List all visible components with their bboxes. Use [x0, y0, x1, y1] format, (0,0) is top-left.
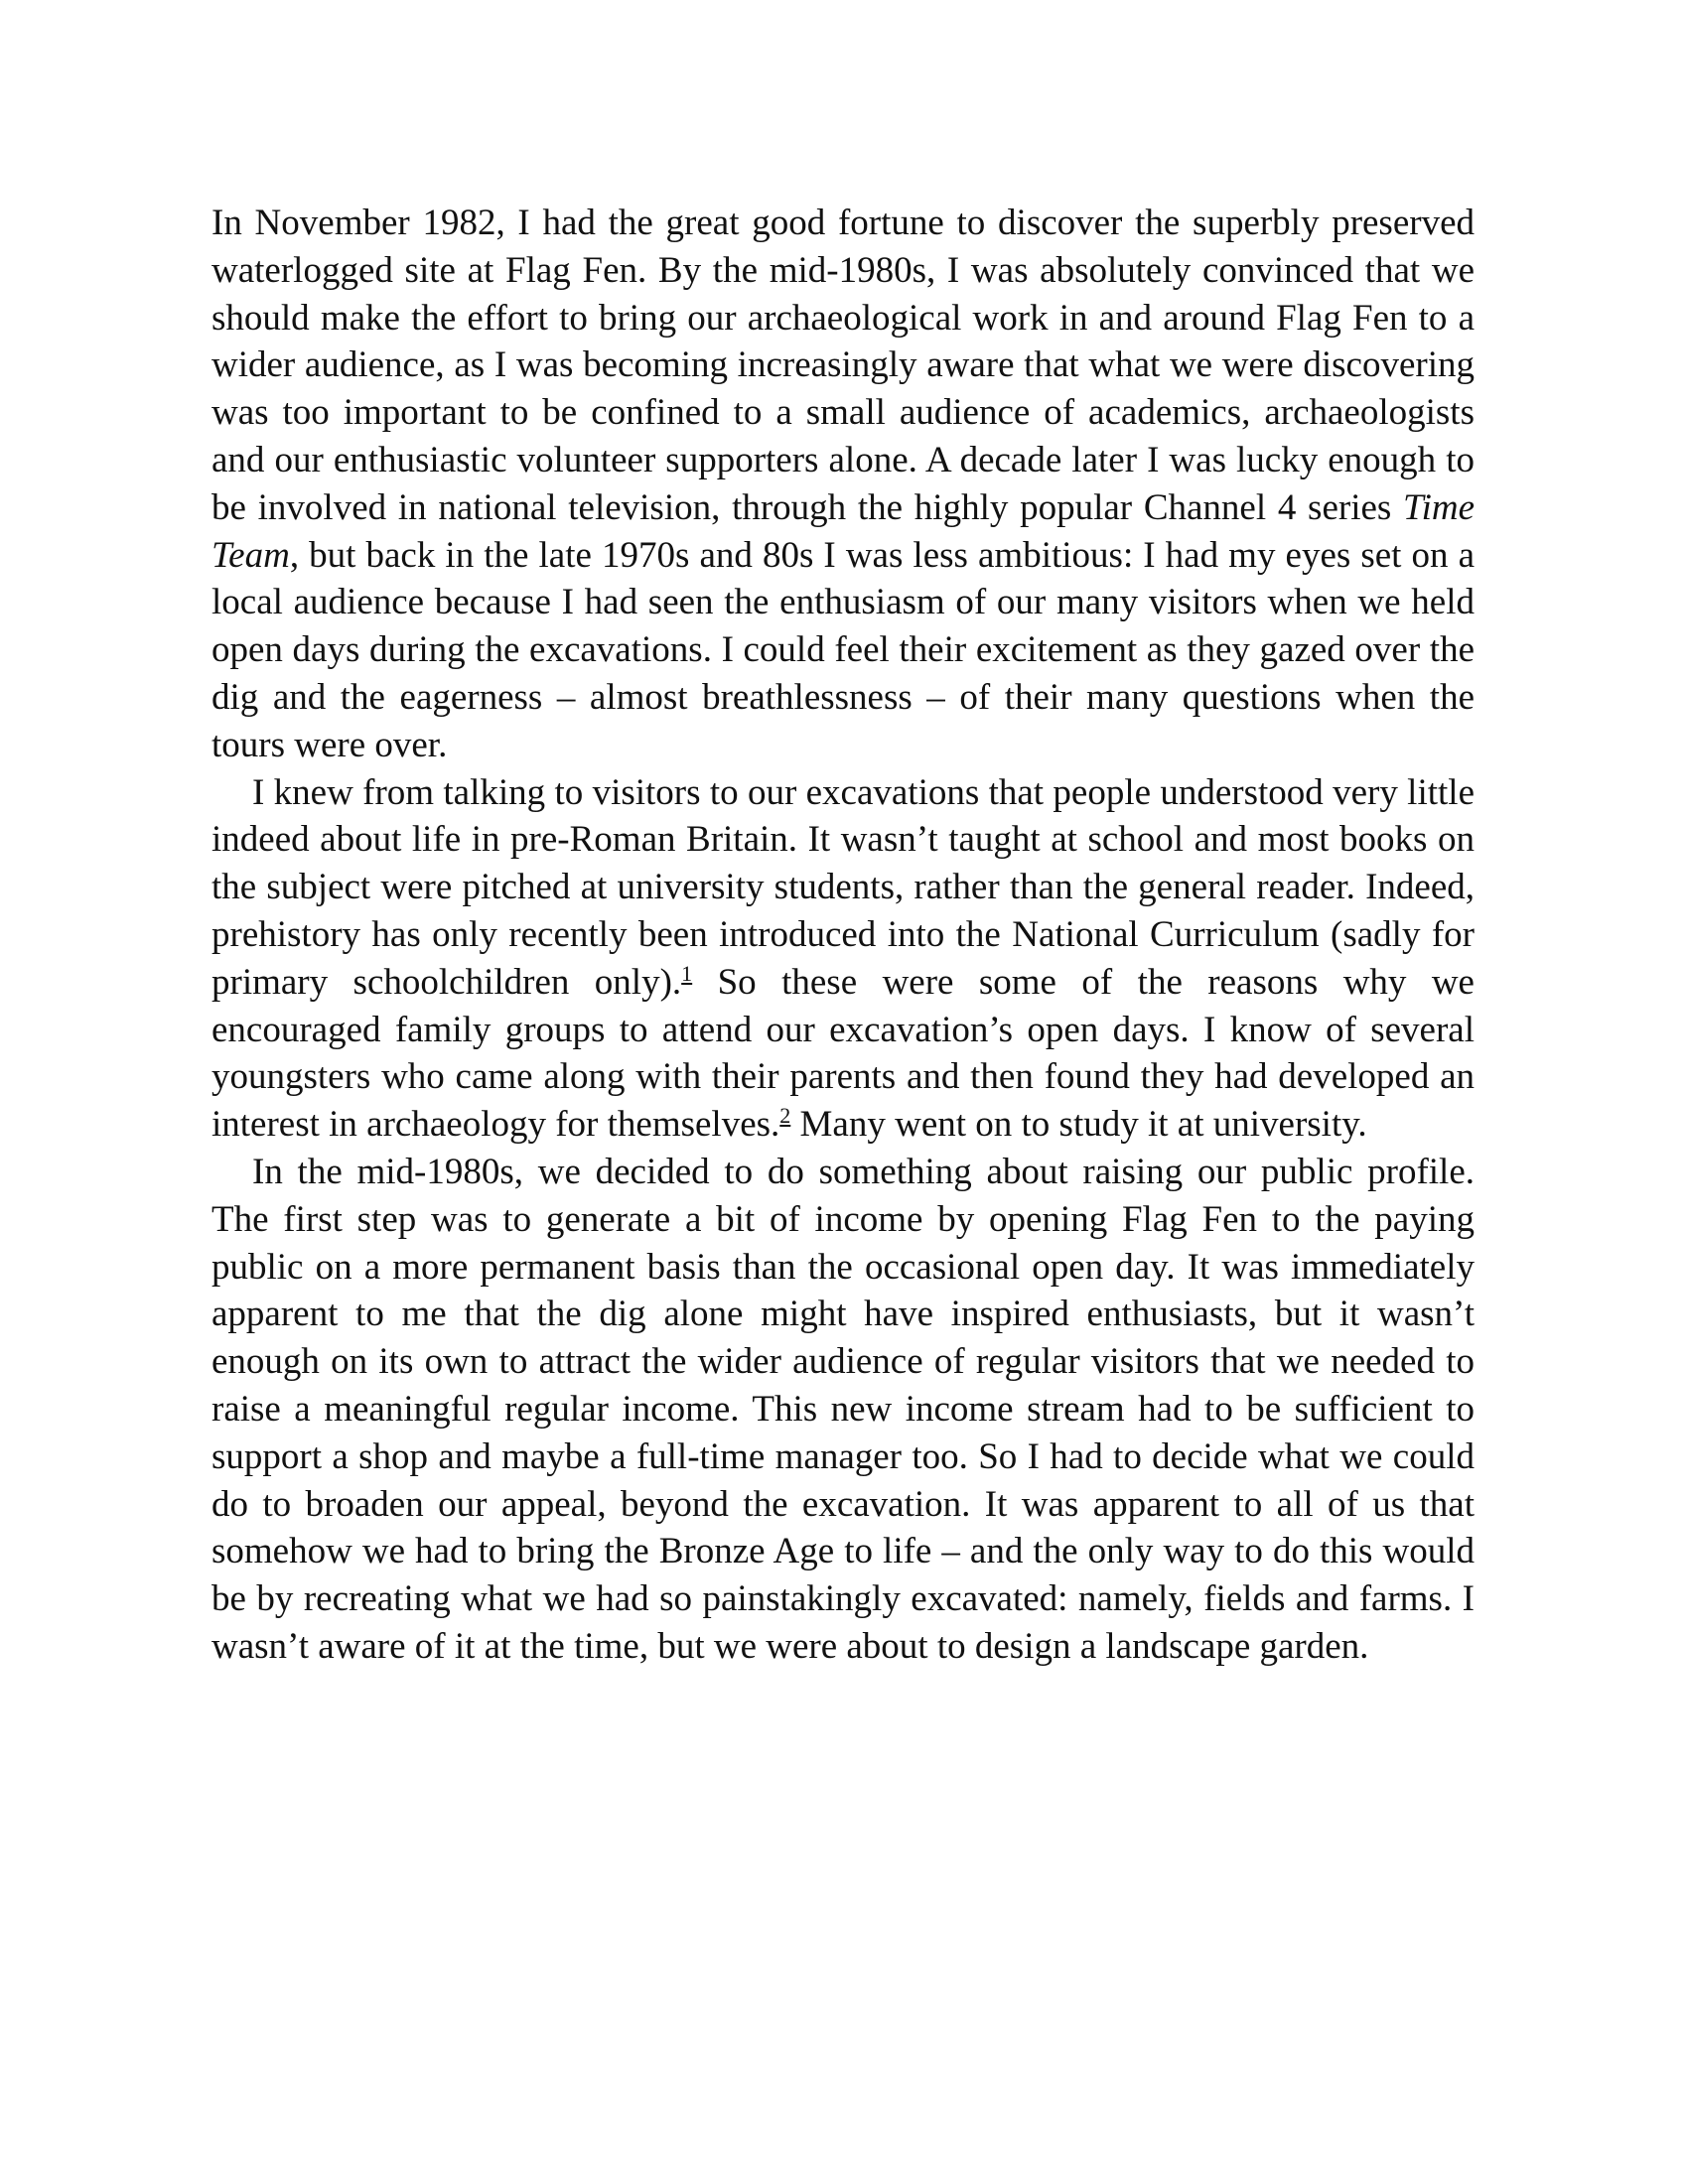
footnote-ref-2[interactable]: 2 — [779, 1103, 791, 1129]
series-title-italic: Time Team — [211, 486, 1475, 576]
paragraph-3: In the mid-1980s, we decided to do something about raising our public profile. The first step was to generate a bit of income by opening Flag Fen to the paying public on a more permanent basis than the occasional open day. It was immediately apparent to me that the dig alone might have inspired enthusiasts, but it wasn’t enough on its own to attract the wider audience of regular visitors that we needed to raise a meaningful regular income. This new income stream had to be sufficient to support a shop and maybe a full-time manager too. So I had to decide what we could do to broaden our appeal, beyond the excavation. It was apparent to all of us that somehow we had to bring the Bronze Age to life – and the only way to do this would be by recreating what we had so painstakingly excavated: namely, fields and farms. I wasn’t aware of it at the time, but we were about to design a landscape garden. — [211, 1151, 1475, 1667]
page-body — [211, 200, 1475, 1671]
paragraph-2-text-start: I knew from talking to visitors to our excavations that people understood very little indeed about life in pre-Roman Britain. It wasn’t taught at school and most books on the subject were pitched at university students, rather than the general reader. Indeed, prehistory has only recently been introduced into the National Curriculum (sadly for primary schoolchildren only). — [211, 771, 1475, 1003]
paragraph-2 — [211, 769, 1475, 1149]
paragraph-2-text-middle: So these were some of the reasons why we encouraged family groups to attend our excavation’s open days. I know of several youngsters who came along with their parents and then found they had developed an interest in archaeology for themselves. — [211, 961, 1475, 1146]
paragraph-2-text-end: Many went on to study it at university. — [790, 1104, 1367, 1146]
footnote-ref-1[interactable]: 1 — [681, 960, 693, 986]
paragraph-1 — [211, 200, 1475, 769]
paragraph-1-text-start: In November 1982, I had the great good fortune to discover the superbly preserved waterlogged site at Flag Fen. By the mid-1980s, I was absolutely convinced that we should make the effort to bring our archaeological work in and around Flag Fen to a wider audience, as I was becoming increasingly aware that what we were discovering was too important to be confined to a small audience of academics, archaeologists and our enthusiastic volunteer supporters alone. A decade later I was lucky enough to be involved in national television, through the highly popular Channel 4 series — [211, 203, 1475, 528]
paragraph-1-text-end: , but back in the late 1970s and 80s I was less ambitious: I had my eyes set on a local audience because I had seen the enthusiasm of our many visitors when we held open days during the excavations. I could feel their excitement as they gazed over the dig and the eagerness – almost breathlessness – of their many questions when the tours were over. — [211, 534, 1475, 765]
